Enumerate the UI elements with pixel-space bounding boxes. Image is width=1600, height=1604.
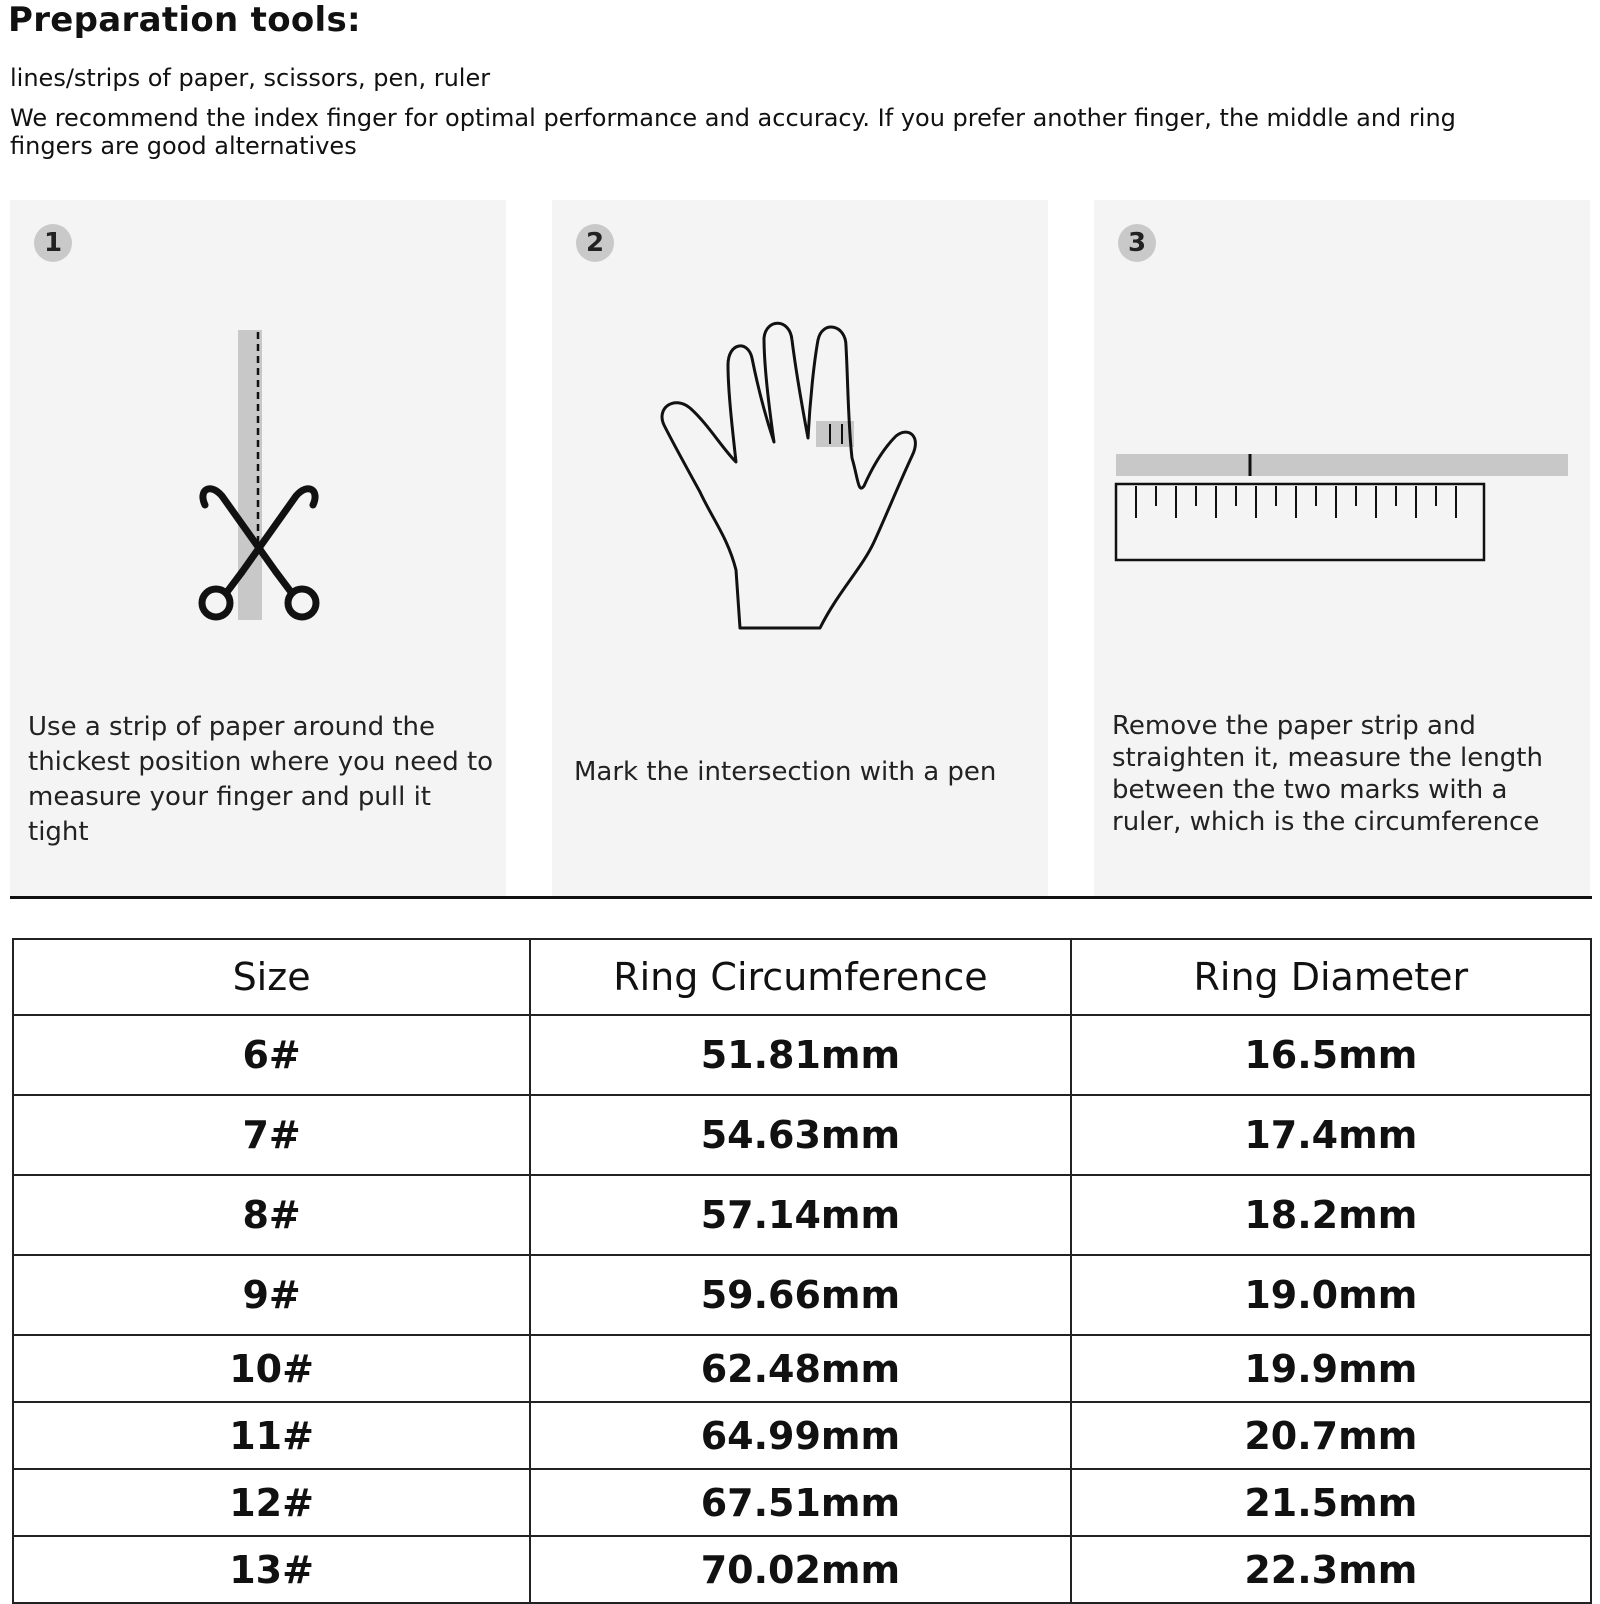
size-cell: 11# — [13, 1402, 530, 1469]
page-title: Preparation tools: — [8, 0, 361, 40]
diameter-cell: 18.2mm — [1071, 1175, 1591, 1255]
circumference-cell: 54.63mm — [530, 1095, 1070, 1175]
circumference-cell: 67.51mm — [530, 1469, 1070, 1536]
diameter-cell: 19.0mm — [1071, 1255, 1591, 1335]
diameter-cell: 22.3mm — [1071, 1536, 1591, 1603]
circumference-cell: 64.99mm — [530, 1402, 1070, 1469]
section-divider — [10, 896, 1592, 899]
table-row — [13, 1536, 1591, 1603]
table-row — [13, 1402, 1591, 1469]
size-cell: 9# — [13, 1255, 530, 1335]
hand-with-marked-finger-icon — [552, 200, 1048, 700]
header-diameter: Ring Diameter — [1071, 939, 1591, 1015]
header-size: Size — [13, 939, 530, 1015]
step-number-badge: 2 — [576, 224, 614, 262]
diameter-cell: 17.4mm — [1071, 1095, 1591, 1175]
step-panel-1 — [10, 200, 506, 896]
circumference-cell: 70.02mm — [530, 1536, 1070, 1603]
table-row — [13, 1095, 1591, 1175]
scissors-cutting-paper-strip-icon — [10, 200, 506, 700]
size-cell: 13# — [13, 1536, 530, 1603]
table-row — [13, 1469, 1591, 1536]
finger-recommendation: We recommend the index finger for optimal performance and accuracy. If you prefer another finger, the middle and ring fingers are good alternatives — [10, 104, 1456, 160]
circumference-cell: 51.81mm — [530, 1015, 1070, 1095]
circumference-cell: 62.48mm — [530, 1335, 1070, 1402]
step-number-badge: 1 — [34, 224, 72, 262]
step-number-badge: 3 — [1118, 224, 1156, 262]
diameter-cell: 20.7mm — [1071, 1402, 1591, 1469]
size-cell: 12# — [13, 1469, 530, 1536]
size-cell: 8# — [13, 1175, 530, 1255]
diameter-cell: 16.5mm — [1071, 1015, 1591, 1095]
table-header-row — [13, 939, 1591, 1015]
tools-list: lines/strips of paper, scissors, pen, ruler — [10, 64, 491, 92]
step-panel-2 — [552, 200, 1048, 896]
step-panel-3 — [1094, 200, 1590, 896]
header-circumference: Ring Circumference — [530, 939, 1070, 1015]
diameter-cell: 21.5mm — [1071, 1469, 1591, 1536]
ring-size-table — [12, 938, 1592, 1604]
step-description: Mark the intersection with a pen — [574, 757, 997, 787]
ruler-measuring-strip-icon — [1094, 200, 1590, 700]
size-cell: 6# — [13, 1015, 530, 1095]
table-row — [13, 1175, 1591, 1255]
step-description: Use a strip of paper around the thickest position where you need to measure your finger and pull it tight — [28, 712, 494, 847]
size-cell: 7# — [13, 1095, 530, 1175]
circumference-cell: 59.66mm — [530, 1255, 1070, 1335]
circumference-cell: 57.14mm — [530, 1175, 1070, 1255]
table-row — [13, 1015, 1591, 1095]
diameter-cell: 19.9mm — [1071, 1335, 1591, 1402]
table-row — [13, 1335, 1591, 1402]
step-description: Remove the paper strip and straighten it, measure the length between the two marks with a ruler, which is the circumference — [1112, 711, 1543, 837]
size-cell: 10# — [13, 1335, 530, 1402]
table-row — [13, 1255, 1591, 1335]
